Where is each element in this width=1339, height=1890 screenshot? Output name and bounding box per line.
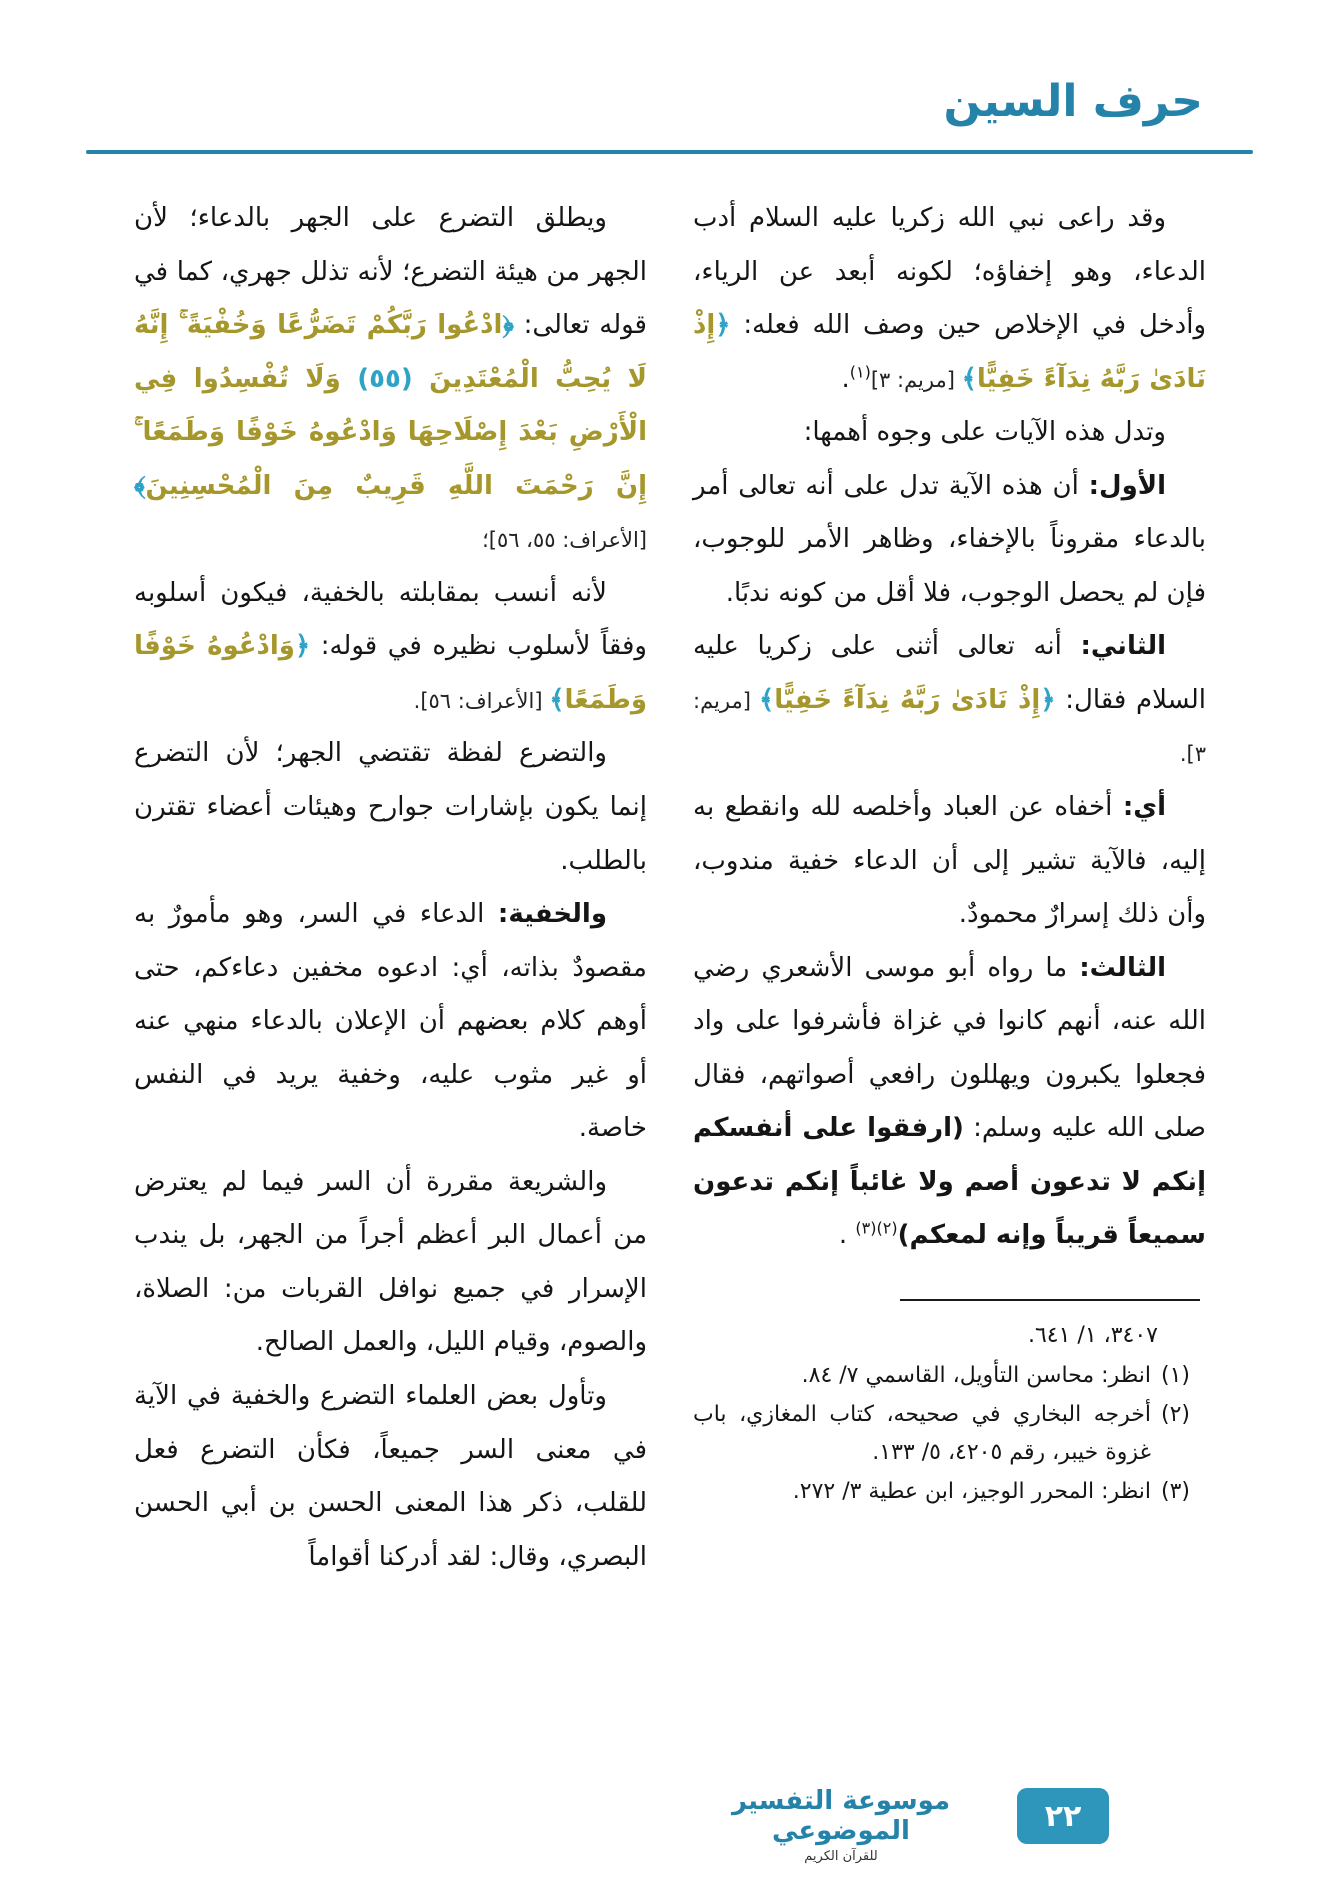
body-text: الدعاء في السر، وهو مأمورٌ به مقصودٌ بذاته، أي: ادعوه مخفين دعاءكم، حتى أوهم كلام بعضهم أن الإعلان بالدعاء منهي عنه أو غير مثوب عليه، وخفية يريد في النفس خاصة. (134, 899, 647, 1144)
body-text: ويطلق التضرع على الجهر بالدعاء؛ لأن الجهر من هيئة التضرع؛ لأنه تذلل جهري، كما في قوله تعالى: (134, 203, 647, 341)
list-keyword: أي: (1122, 792, 1166, 823)
footnotes-section (693, 1299, 1206, 1512)
quran-close-bracket-icon: ﴾ (759, 684, 775, 715)
body-text: والشريعة مقررة أن السر فيما لم يعترض من أعمال البر أعظم أجراً من الجهر، بل يندب الإسرار في جميع نوافل القربات من: الصلاة، والصوم، وقيام الليل، والعمل الصالح. (134, 1166, 647, 1358)
paragraph (134, 192, 647, 567)
footnote-item (693, 1473, 1206, 1512)
body-text: لأنه أنسب بمقابلته بالخفية، فيكون أسلوبه وفقاً لأسلوب نظيره في قوله: (134, 577, 647, 662)
quran-open-bracket-icon: ﴿ (1040, 684, 1056, 715)
footnote-text: انظر: محاسن التأويل، القاسمي ٧/ ٨٤. (801, 1363, 1151, 1389)
quran-verse: إِذْ نَادَىٰ رَبَّهُ نِدَآءً خَفِيًّا (774, 684, 1041, 715)
body-text: وتأول بعض العلماء التضرع والخفية في الآية في معنى السر جميعاً، فكأن التضرع فعل للقلب، ذكر هذا المعنى الحسن بن أبي الحسن البصري، وقال: لقد أدركنا أقواماً (134, 1381, 647, 1572)
paragraph (693, 192, 1206, 406)
paragraph (134, 1370, 647, 1584)
paragraph (134, 888, 647, 1156)
verse-reference: [الأعراف: ٥٦]. (413, 688, 550, 713)
footnote-marker: (٢)(٣) (855, 1218, 898, 1238)
body-text: أخفاه عن العباد وأخلصه لله وانقطع به إليه، فالآية تشير إلى أن الدعاء خفية مندوب، وأن ذلك إسرارٌ محمودٌ. (693, 792, 1206, 930)
list-keyword: الثالث: (1079, 952, 1166, 983)
quran-verse: وَلَا تُفْسِدُوا فِي الْأَرْضِ بَعْدَ إِصْلَاحِهَا وَادْعُوهُ خَوْفًا وَطَمَعًا ۚ إِنَّ رَحْمَتَ اللَّهِ قَرِيبٌ مِنَ الْمُحْسِنِينَ (134, 363, 647, 501)
paragraph (693, 460, 1206, 621)
verse-reference: [مريم: ٣] (870, 367, 962, 392)
body-text: . (838, 1220, 856, 1251)
footnote-number: (١) (1160, 1363, 1190, 1389)
left-column (134, 192, 647, 1584)
body-text: وتدل هذه الآيات على وجوه أهمها: (803, 417, 1166, 448)
quran-verse: وَادْعُوهُ خَوْفًا وَطَمَعًا (134, 631, 647, 715)
footnote-text: أخرجه البخاري في صحيحه، كتاب المغازي، باب غزوة خيبر، رقم ٤٢٠٥، ٥/ ١٣٣. (693, 1401, 1151, 1466)
paragraph (134, 567, 647, 728)
list-keyword: الثاني: (1080, 631, 1166, 662)
paragraph (693, 942, 1206, 1263)
ayah-number: (٥٥) (357, 363, 413, 394)
quran-verse: إِذْ نَادَىٰ رَبَّهُ نِدَآءً خَفِيًّا (693, 310, 1206, 394)
body-text: أن هذه الآية تدل على أنه تعالى أمر بالدعاء مقروناً بالإخفاء، وظاهر الأمر للوجوب، فإن لم يحصل الوجوب، فلا أقل من كونه ندبًا. (693, 470, 1206, 608)
body-text: والتضرع لفظة تقتضي الجهر؛ لأن التضرع إنما يكون بإشارات جوارح وهيئات أعضاء تقترن بالطلب. (134, 738, 647, 876)
footnote-number: (٣) (1160, 1478, 1190, 1504)
body-text: . (841, 363, 850, 394)
page-number-badge: ٢٢ (1017, 1788, 1109, 1844)
quran-open-bracket-icon: ﴿ (294, 631, 311, 662)
quran-verse: ادْعُوا رَبَّكُمْ تَضَرُّعًا وَخُفْيَةً ۚ إِنَّهُ لَا يُحِبُّ الْمُعْتَدِينَ (134, 310, 647, 394)
verse-reference: [الأعراف: ٥٥، ٥٦]؛ (482, 528, 647, 553)
list-keyword: والخفية: (497, 899, 607, 930)
quran-close-bracket-icon: ﴾ (549, 684, 565, 715)
quran-close-bracket-icon: ﴾ (134, 470, 146, 501)
logo-subtitle: للقرآن الكريم (804, 1849, 878, 1864)
body-text: وقد راعى نبي الله زكريا عليه السلام أدب الدعاء، وهو إخفاؤه؛ لكونه أبعد عن الرياء، وأدخل في الإخلاص حين وصف الله فعله: (693, 203, 1206, 341)
body-text: ما رواه أبو موسى الأشعري رضي الله عنه، أنهم كانوا في غزاة فأشرفوا على واد فجعلوا يكبرون ويهللون رافعي أصواتهم، فقال صلى الله عليه وسلم: (693, 952, 1206, 1144)
header-rule (86, 150, 1253, 154)
paragraph (693, 781, 1206, 942)
right-column (693, 192, 1206, 1584)
body-text: أنه تعالى أثنى على زكريا عليه السلام فقال: (693, 631, 1206, 715)
footnote-item (693, 1396, 1206, 1473)
quran-close-bracket-icon: ﴾ (961, 363, 977, 394)
footnote-text: انظر: المحرر الوجيز، ابن عطية ٣/ ٢٧٢. (792, 1478, 1151, 1504)
verse-reference: [مريم: ٣]. (693, 688, 1206, 767)
chapter-heading: حرف السين (943, 76, 1203, 127)
hadith-text: (ارفقوا على أنفسكم إنكم لا تدعون أصم ولا غائباً إنكم تدعون سميعاً قريباً وإنه لمعكم) (693, 1113, 1206, 1251)
list-keyword: الأول: (1088, 470, 1166, 501)
footnote-number: (٢) (1160, 1401, 1190, 1427)
footnote-divider (900, 1299, 1200, 1301)
quran-open-bracket-icon: ﴿ (502, 310, 514, 341)
footnote-marker: (١) (849, 361, 871, 381)
logo-title: موسوعة التفسير الموضوعي (731, 1786, 951, 1846)
paragraph (693, 406, 1206, 460)
quran-open-bracket-icon: ﴿ (715, 310, 731, 341)
footnote-continuation: ٣٤٠٧، ١/ ٦٤١. (1027, 1322, 1158, 1348)
two-column-body (133, 192, 1206, 1584)
paragraph (693, 620, 1206, 781)
publisher-logo (691, 1786, 991, 1864)
footnote-item (693, 1357, 1206, 1396)
paragraph (134, 1156, 647, 1370)
paragraph (134, 727, 647, 888)
